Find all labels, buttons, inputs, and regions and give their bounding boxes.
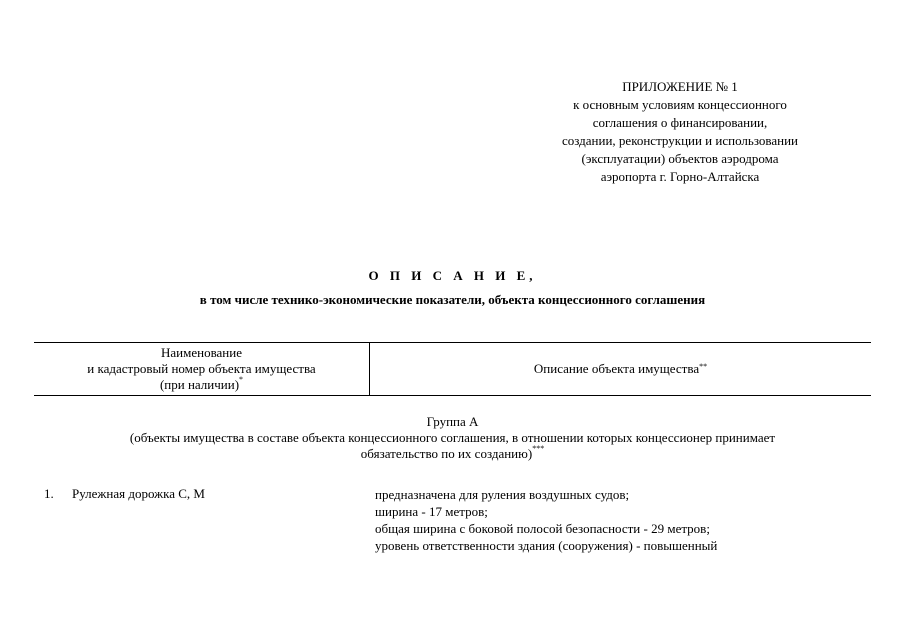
header-description-column: Описание объекта имущества ** bbox=[533, 361, 708, 376]
document-title: О П И С А Н И Е, bbox=[368, 268, 537, 283]
group-description-text: обязательство по их созданию) bbox=[360, 446, 533, 461]
header-name-line: Наименование bbox=[161, 345, 242, 360]
table-header bbox=[34, 342, 871, 396]
group-description: (объекты имущества в составе объекта концессионного соглашения, в отношении которых концессионер принимает bbox=[129, 430, 776, 445]
item-description-line: уровень ответственности здания (сооружения) - повышенный bbox=[375, 538, 718, 553]
item-name: Рулежная дорожка С, М bbox=[72, 486, 205, 501]
header-name-line: и кадастровый номер объекта имущества bbox=[87, 361, 316, 376]
appendix-line: создании, реконструкции и использовании bbox=[562, 133, 798, 148]
group-name: Группа А bbox=[426, 414, 479, 429]
appendix-line: к основным условиям концессионного bbox=[573, 97, 787, 112]
appendix-header bbox=[520, 78, 840, 186]
item-description-line: предназначена для руления воздушных судов; bbox=[375, 487, 630, 502]
footnote-mark: * bbox=[239, 374, 244, 384]
header-name-column bbox=[34, 343, 370, 395]
appendix-line: ПРИЛОЖЕНИЕ № 1 bbox=[622, 79, 738, 94]
footnote-mark: *** bbox=[532, 443, 545, 453]
header-description-text: Описание объекта имущества bbox=[533, 361, 700, 376]
group-heading bbox=[60, 414, 845, 462]
document-subtitle: в том числе технико-экономические показатели, объекта концессионного соглашения bbox=[199, 292, 706, 307]
item-number: 1. bbox=[44, 486, 54, 501]
header-name-line bbox=[34, 374, 369, 393]
item-description bbox=[375, 486, 717, 554]
item-description-line: общая ширина с боковой полосой безопасности - 29 метров; bbox=[375, 521, 710, 536]
appendix-line: соглашения о финансировании, bbox=[592, 115, 768, 130]
item-description-line: ширина - 17 метров; bbox=[375, 504, 488, 519]
header-name-text: (при наличии) bbox=[159, 377, 240, 392]
appendix-line: аэропорта г. Горно-Алтайска bbox=[600, 169, 760, 184]
group-description bbox=[60, 443, 845, 462]
appendix-line: (эксплуатации) объектов аэродрома bbox=[581, 151, 779, 166]
